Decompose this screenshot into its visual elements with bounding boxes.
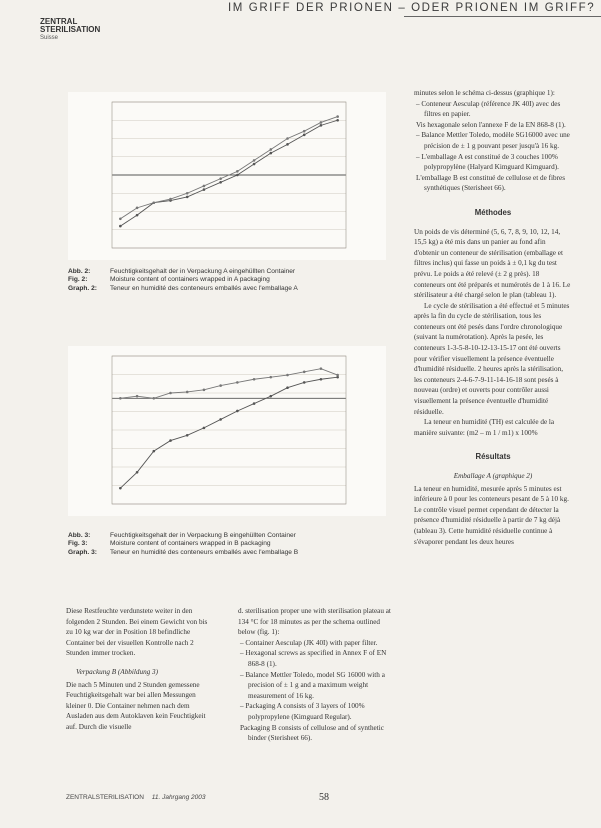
- figure-2-data-point: [236, 170, 239, 173]
- middle-column: [238, 606, 392, 744]
- figure-2-data-point: [203, 185, 206, 188]
- caption-row: Fig. 3: Moisture content of containers wrapped in B packaging: [68, 540, 271, 548]
- figure-3-chart: [68, 346, 386, 516]
- figure-3-data-point: [236, 381, 239, 384]
- figure-3-caption: [68, 532, 298, 557]
- figure-3-data-point: [269, 395, 272, 398]
- figure-3-data-point: [219, 384, 222, 387]
- figure-3-data-point: [152, 450, 155, 453]
- paragraph: La teneur en humidité, mesurée après 5 minutes est inférieure à 0 pour les conteneurs pesant de 5 à 10 kg. Le contrôle visuel permet cependant de détecter la présence d'humidité résiduelle à partir de 7 kg déjà (tableau 3). Cette humidité résiduelle continue à s'évaporer pendant les deux heures: [414, 484, 569, 546]
- figure-3-data-point: [236, 410, 239, 413]
- bullet: L'emballage B est constitué de cellulose et de fibres synthétiques (Sterisheet 66).: [416, 173, 565, 193]
- figure-3-data-point: [286, 386, 289, 389]
- figure-2-data-point: [269, 152, 272, 155]
- bullet: Vis hexagonale selon l'annexe F de la EN 868-8 (1).: [416, 120, 566, 129]
- figure-3-data-point: [203, 389, 206, 392]
- bullet: – Packaging A consists of 3 layers of 100% polypropylene (Kimguard Regular).: [240, 702, 365, 721]
- paragraph: La teneur en humidité (TH) est calculée de la manière suivante: (m2 – m 1 / m1) x 100%: [414, 418, 555, 437]
- figure-2-chart: [68, 92, 386, 260]
- figure-3-data-point: [136, 395, 139, 398]
- brand-line-2: STERILISATION: [40, 25, 101, 34]
- page-number: 58: [319, 792, 329, 803]
- paragraph: Diese Restfeuchte verdunstete weiter in den folgenden 2 Stunden. Bei einem Gewicht von bis zu 10 kg war der in Position 18 befindliche Container bei der visuellen Kontrolle nach 2 Stunden immer trocken.: [66, 607, 208, 658]
- bullet: – Conteneur Aesculap (référence JK 40I) avec des filtres en papier.: [416, 99, 561, 119]
- subheading-emballage-a: Emballage A (graphique 2): [453, 472, 533, 480]
- caption-row: Graph. 3: Teneur en humidité des conteneurs emballés avec l'emballage B: [68, 548, 299, 556]
- figure-3-data-point: [286, 374, 289, 377]
- figure-3-data-point: [186, 391, 189, 394]
- figure-3-data-point: [269, 376, 272, 379]
- caption-row: Graph. 2: Teneur en humidité des conteneurs emballés avec l'emballage A: [68, 284, 298, 292]
- figure-3-data-point: [253, 378, 256, 381]
- figure-2-data-point: [186, 196, 189, 199]
- figure-3-data-point: [169, 392, 172, 395]
- caption-row: Abb. 2: Feuchtigkeitsgehalt der in Verpackung A eingehüllten Container: [68, 268, 296, 275]
- figure-2-data-point: [169, 198, 172, 201]
- bullet: – Balance Mettler Toledo, model SG 16000 with a precision of ± 1 g and a maximum weight measurement of 16 kg.: [240, 670, 385, 700]
- left-column: [66, 606, 212, 733]
- figure-2-data-point: [303, 134, 306, 137]
- bullet: Packaging B consists of cellulose and of synthetic binder (Sterisheet 66).: [240, 723, 384, 743]
- paragraph: Le cycle de stérilisation a été effectué et 5 minutes après la fin du cycle de stérilisation, tous les conteneurs ont été pesés dans l'ordre chronologique (suivant la numérotation). Après la pesée, les conteneurs 1-3-5-8-10-12-13-15-17 ont été ouverts pour vérifier visuellement la présence éventuelle d'humidité résiduelle. 2 heures après la stérilisation, les conteneurs 2-4-6-7-9-11-14-16-18 sont pesés à nouveau (ordre) et ouverts pour contrôler aussi visuellement la présence éventuelle d'humidité résiduelle.: [414, 301, 570, 416]
- figure-2-data-point: [253, 159, 256, 162]
- figure-3-data-point: [303, 381, 306, 384]
- figure-3-data-point: [203, 427, 206, 430]
- figure-2-data-point: [152, 201, 155, 204]
- figure-3-series-line: [120, 369, 337, 399]
- footer-journal: ZENTRALSTERILISATION 11. Jahrgang 2003: [66, 794, 206, 801]
- figure-3-data-point: [336, 374, 339, 377]
- paragraph: d. sterilisation proper une with sterilisation plateau at 134 °C for 18 minutes as per the schema outlined below (fig. 1):: [238, 607, 391, 637]
- journal-brand: [40, 18, 100, 42]
- figure-2-caption: [68, 268, 298, 293]
- section-heading-resultats: Résultats: [475, 452, 511, 462]
- figure-2-data-point: [186, 192, 189, 195]
- figure-2-series-line: [120, 120, 337, 226]
- figure-2-data-point: [119, 218, 122, 221]
- brand-line-1: ZENTRAL: [40, 17, 78, 26]
- figure-2-data-point: [269, 148, 272, 151]
- bullet: – Container Aesculap (JK 40I) with paper filter.: [240, 638, 378, 647]
- figure-3-data-point: [186, 434, 189, 437]
- figure-3-data-point: [320, 367, 323, 370]
- figure-2-data-point: [136, 214, 139, 217]
- figure-2-data-point: [203, 188, 206, 191]
- figure-3-data-point: [119, 487, 122, 490]
- figure-2-data-point: [286, 143, 289, 146]
- bullet: – Balance Mettler Toledo, modèle SG16000 avec une précision de ± 1 g pouvant peser jusqu'à 16 kg.: [416, 131, 570, 150]
- figure-2-data-point: [320, 124, 323, 127]
- figure-2-data-point: [286, 137, 289, 140]
- figure-3-data-point: [136, 471, 139, 474]
- paragraph: minutes selon le schéma ci-dessus (graphique 1):: [414, 89, 555, 97]
- figure-3-series-line: [120, 377, 337, 488]
- figure-3-data-point: [169, 439, 172, 442]
- header-rule: [404, 16, 601, 17]
- brand-line-3: Suisse: [40, 35, 59, 41]
- bullet: – L'emballage A est constitué de 3 couches 100% polypropylène (Halyard Kimguard Kimguard).: [416, 152, 559, 172]
- paragraph: Die nach 5 Minuten und 2 Stunden gemessene Feuchtigkeitsgehalt war bei allen Messungen kleiner 0. Die Container nehmen nach dem Ausladen aus dem Autoklaven kein Feuchtigkeit auf. Durch die visuelle: [66, 680, 206, 731]
- figure-3-data-point: [303, 371, 306, 374]
- figure-2-data-point: [219, 177, 222, 180]
- caption-row: Abb. 3: Feuchtigkeitsgehalt der in Verpackung B eingehüllten Container: [68, 532, 296, 539]
- figure-3-data-point: [219, 418, 222, 421]
- right-column: [414, 88, 572, 547]
- figure-3-data-point: [152, 397, 155, 400]
- running-header-title: IM GRIFF DER PRIONEN – ODER PRIONEN IM GRIFF?: [228, 2, 596, 14]
- figure-2-data-point: [119, 225, 122, 228]
- figure-2-data-point: [219, 181, 222, 184]
- paragraph: Un poids de vis déterminé (5, 6, 7, 8, 9, 10, 12, 14, 15,5 kg) a été mis dans un panier au fond afin d'obtenir un conteneur de stérilisation (emballage et filtres inclus) qui fasse un poids à ± 0,1 kg du test prévu. Le poids a été relevé (± 2 g près). 18 conteneurs ont été préparés et numérotés de 1 à 16. Le stérilisateur a été chargé selon le plan (tableau 1).: [414, 227, 571, 300]
- figure-2-data-point: [236, 174, 239, 177]
- figure-3-data-point: [253, 402, 256, 405]
- subheading-verpackung-b: Verpackung B (Abbildung 3): [76, 667, 159, 676]
- caption-row: Fig. 2: Moisture content of containers wrapped in A packaging: [68, 276, 270, 284]
- figure-3-data-point: [320, 378, 323, 381]
- figure-2-svg: [68, 92, 386, 260]
- section-heading-methodes: Méthodes: [474, 207, 512, 217]
- figure-2-data-point: [320, 121, 323, 124]
- figure-3-data-point: [119, 397, 122, 400]
- figure-2-data-point: [336, 119, 339, 122]
- figure-2-data-point: [336, 115, 339, 118]
- figure-2-data-point: [253, 163, 256, 166]
- figure-2-data-point: [136, 207, 139, 210]
- figure-2-data-point: [303, 130, 306, 133]
- figure-3-svg: [68, 346, 386, 516]
- bullet: – Hexagonal screws as specified in Annex F of EN 868-8 (1).: [240, 649, 387, 668]
